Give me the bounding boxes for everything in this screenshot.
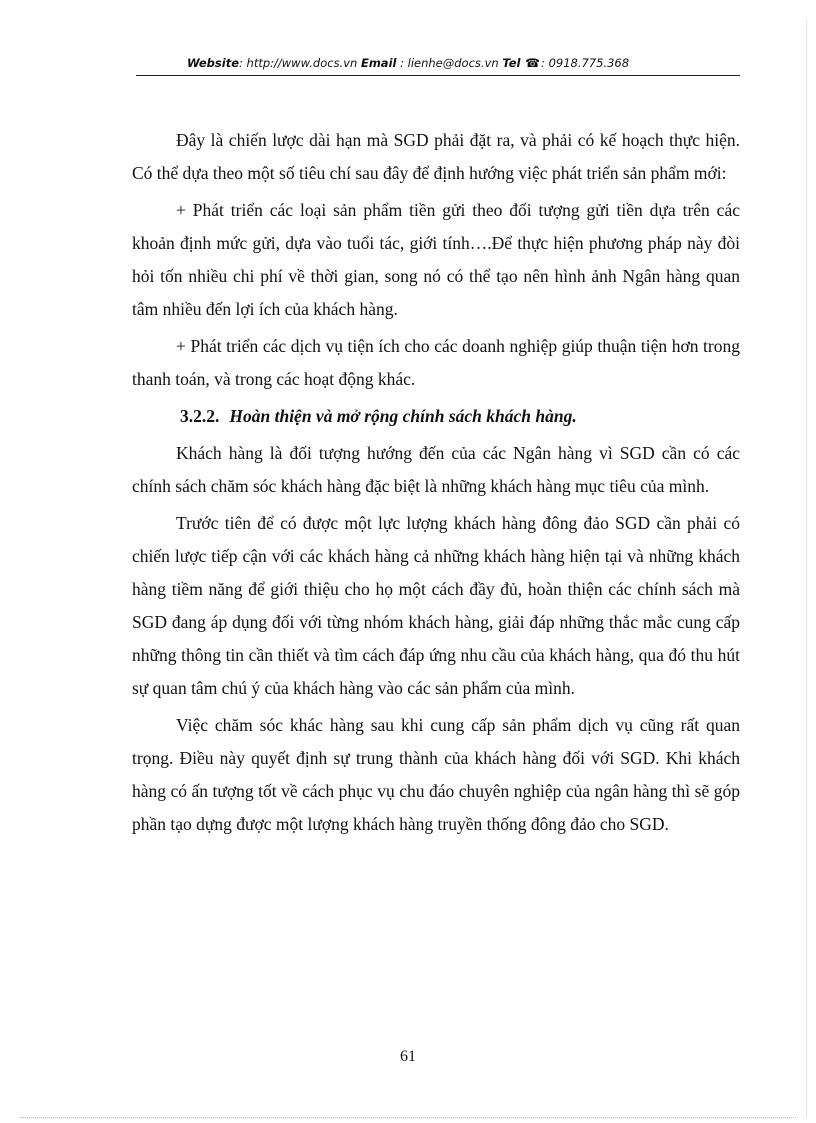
website-label: Website — [186, 56, 240, 70]
paragraph-customer-target: Khách hàng là đối tượng hướng đến của các Ngân hàng vì SGD cần có các chính sách chăm sóc khách hàng đặc biệt là những khách hàng mục tiêu của mình. — [132, 443, 740, 496]
email-value: : lienhe@docs.vn — [400, 56, 499, 70]
section-heading — [132, 400, 740, 433]
paragraph-deposit-products: + Phát triển các loại sản phẩm tiền gửi theo đối tượng gửi tiền dựa trên các khoản định mức gửi, dựa vào tuổi tác, giới tính….Để thực hiện phương pháp này đòi hỏi tốn nhiều chi phí về thời gian, song nó có thể tạo nên hình ảnh Ngân hàng quan tâm nhiều đến lợi ích của khách hàng. — [132, 200, 740, 319]
tel-label: Tel — [502, 56, 521, 70]
page-right-border — [806, 20, 807, 1117]
email-label: Email — [360, 56, 397, 70]
page-number: 61 — [400, 1048, 416, 1065]
website-value: : http://www.docs.vn — [239, 56, 358, 70]
header-divider — [136, 75, 740, 76]
phone-icon: ☎ — [525, 56, 541, 70]
paragraph-strategy: Đây là chiến lược dài hạn mà SGD phải đặt ra, và phải có kế hoạch thực hiện. Có thể dựa theo một số tiêu chí sau đây để định hướng việc phát triển sản phẩm mới: — [132, 130, 740, 183]
paragraph-customer-care: Việc chăm sóc khác hàng sau khi cung cấp sản phẩm dịch vụ cũng rất quan trọng. Điều này quyết định sự trung thành của khách hàng đối với SGD. Khi khách hàng có ấn tượng tốt về cách phục vụ chu đáo chuyên nghiệp của ngân hàng thì sẽ góp phần tạo dựng được một lượng khách hàng truyền thống đông đảo cho SGD. — [132, 715, 740, 834]
section-title: Hoàn thiện và mở rộng chính sách khách hàng. — [229, 406, 577, 426]
document-body — [132, 124, 740, 845]
paragraph-utility-services: + Phát triển các dịch vụ tiện ích cho các doanh nghiệp giúp thuận tiện hơn trong thanh toán, và trong các hoạt động khác. — [132, 336, 740, 389]
page-bottom-border — [20, 1117, 796, 1118]
tel-value: : 0918.775.368 — [541, 56, 630, 70]
section-number: 3.2.2. — [180, 406, 220, 426]
page-header — [0, 56, 816, 70]
paragraph-customer-approach: Trước tiên để có được một lực lượng khách hàng đông đảo SGD cần phải có chiến lược tiếp cận với các khách hàng cả những khách hàng hiện tại và những khách hàng tiềm năng để giới thiệu cho họ một cách đầy đủ, hoàn thiện các chính sách mà SGD đang áp dụng đối với từng nhóm khách hàng, giải đáp những thắc mắc cung cấp những thông tin cần thiết và tìm cách đáp ứng nhu cầu của khách hàng, qua đó thu hút sự quan tâm chú ý của khách hàng vào các sản phẩm của mình. — [132, 513, 740, 698]
